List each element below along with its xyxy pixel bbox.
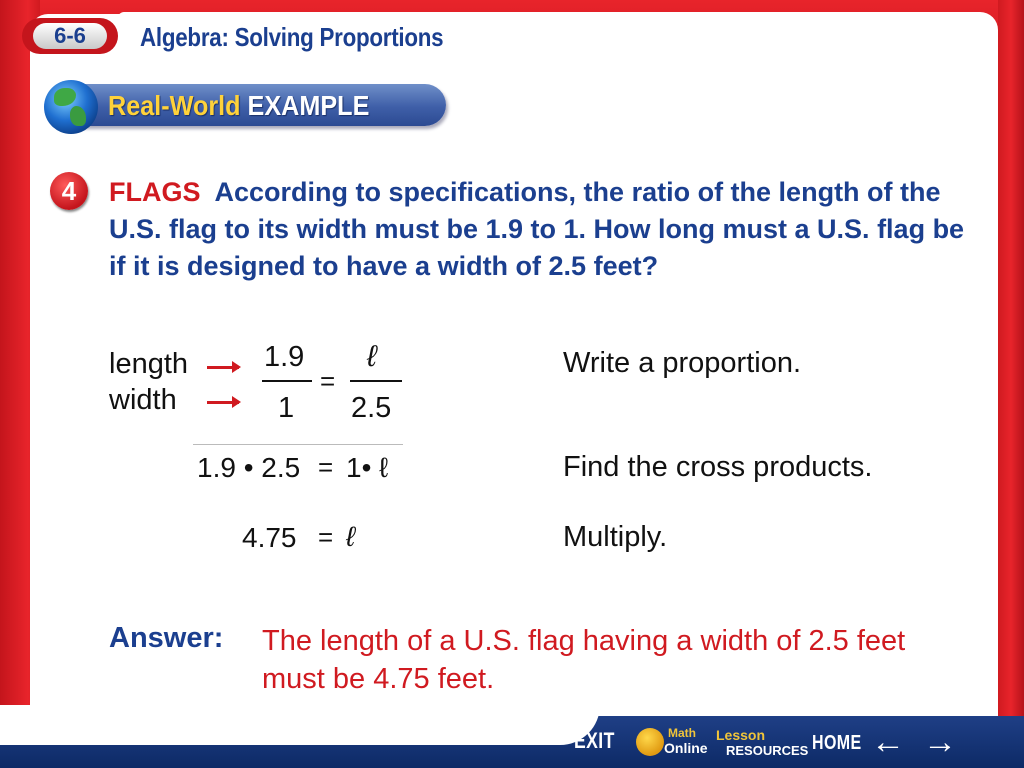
math-online-logo-icon[interactable] (636, 728, 664, 756)
lesson-resources-top[interactable]: Lesson (716, 727, 766, 743)
cross-product-left: 1.9 • 2.5 (197, 452, 301, 483)
label-length: length (109, 348, 189, 380)
forward-arrow-icon[interactable]: → (923, 722, 957, 761)
equals-sign: = (320, 366, 336, 396)
banner-part1: Real-World (108, 90, 241, 121)
lesson-resources-button[interactable]: RESOURCES (726, 743, 809, 758)
separator-line (193, 444, 403, 445)
problem-keyword: FLAGS (109, 177, 201, 207)
fraction1-bar (262, 380, 312, 382)
result-left: 4.75 (242, 522, 297, 553)
math-online-button[interactable]: Online (664, 740, 708, 756)
problem-text: According to specifications, the ratio of the length of the U.S. flag to its width must be 1.9 to 1. How long must a U.S. flag be if it is designed to have a width of 2.5 feet? (109, 177, 965, 281)
label-width: width (109, 384, 177, 416)
arrow-right-icon (207, 401, 239, 404)
home-button[interactable]: HOME (812, 732, 862, 754)
problem-statement (109, 174, 979, 285)
frame-right (998, 0, 1024, 768)
exit-button[interactable]: EXIT (574, 728, 615, 753)
cross-product-right: 1• ℓ (346, 452, 389, 483)
nav-curve (0, 705, 600, 745)
cross-equals-sign: = (318, 452, 334, 482)
fraction1-numerator: 1.9 (264, 341, 305, 373)
step-cross-products: Find the cross products. (563, 451, 873, 483)
back-arrow-icon[interactable]: ← (871, 722, 905, 761)
math-online-top[interactable]: Math (668, 726, 696, 740)
fraction2-numerator: ℓ (367, 340, 377, 373)
lesson-number-tab (22, 18, 118, 54)
example-number-badge: 4 (50, 172, 88, 210)
banner-part2: EXAMPLE (247, 90, 370, 121)
globe-icon (44, 80, 98, 134)
fraction2-denominator: 2.5 (351, 392, 392, 424)
lesson-number: 6-6 (33, 23, 107, 49)
step-write-proportion: Write a proportion. (563, 347, 802, 379)
answer-label: Answer: (109, 622, 224, 654)
lesson-title: Algebra: Solving Proportions (140, 22, 444, 52)
step-multiply: Multiply. (563, 521, 668, 553)
result-equals-sign: = (318, 522, 334, 552)
fraction1-denominator: 1 (278, 392, 295, 424)
fraction2-bar (350, 380, 402, 382)
arrow-right-icon (207, 366, 239, 369)
answer-text: The length of a U.S. flag having a width of 2.5 feet must be 4.75 feet. (262, 625, 906, 695)
result-right: ℓ (346, 521, 356, 552)
real-world-example-label (108, 90, 369, 122)
